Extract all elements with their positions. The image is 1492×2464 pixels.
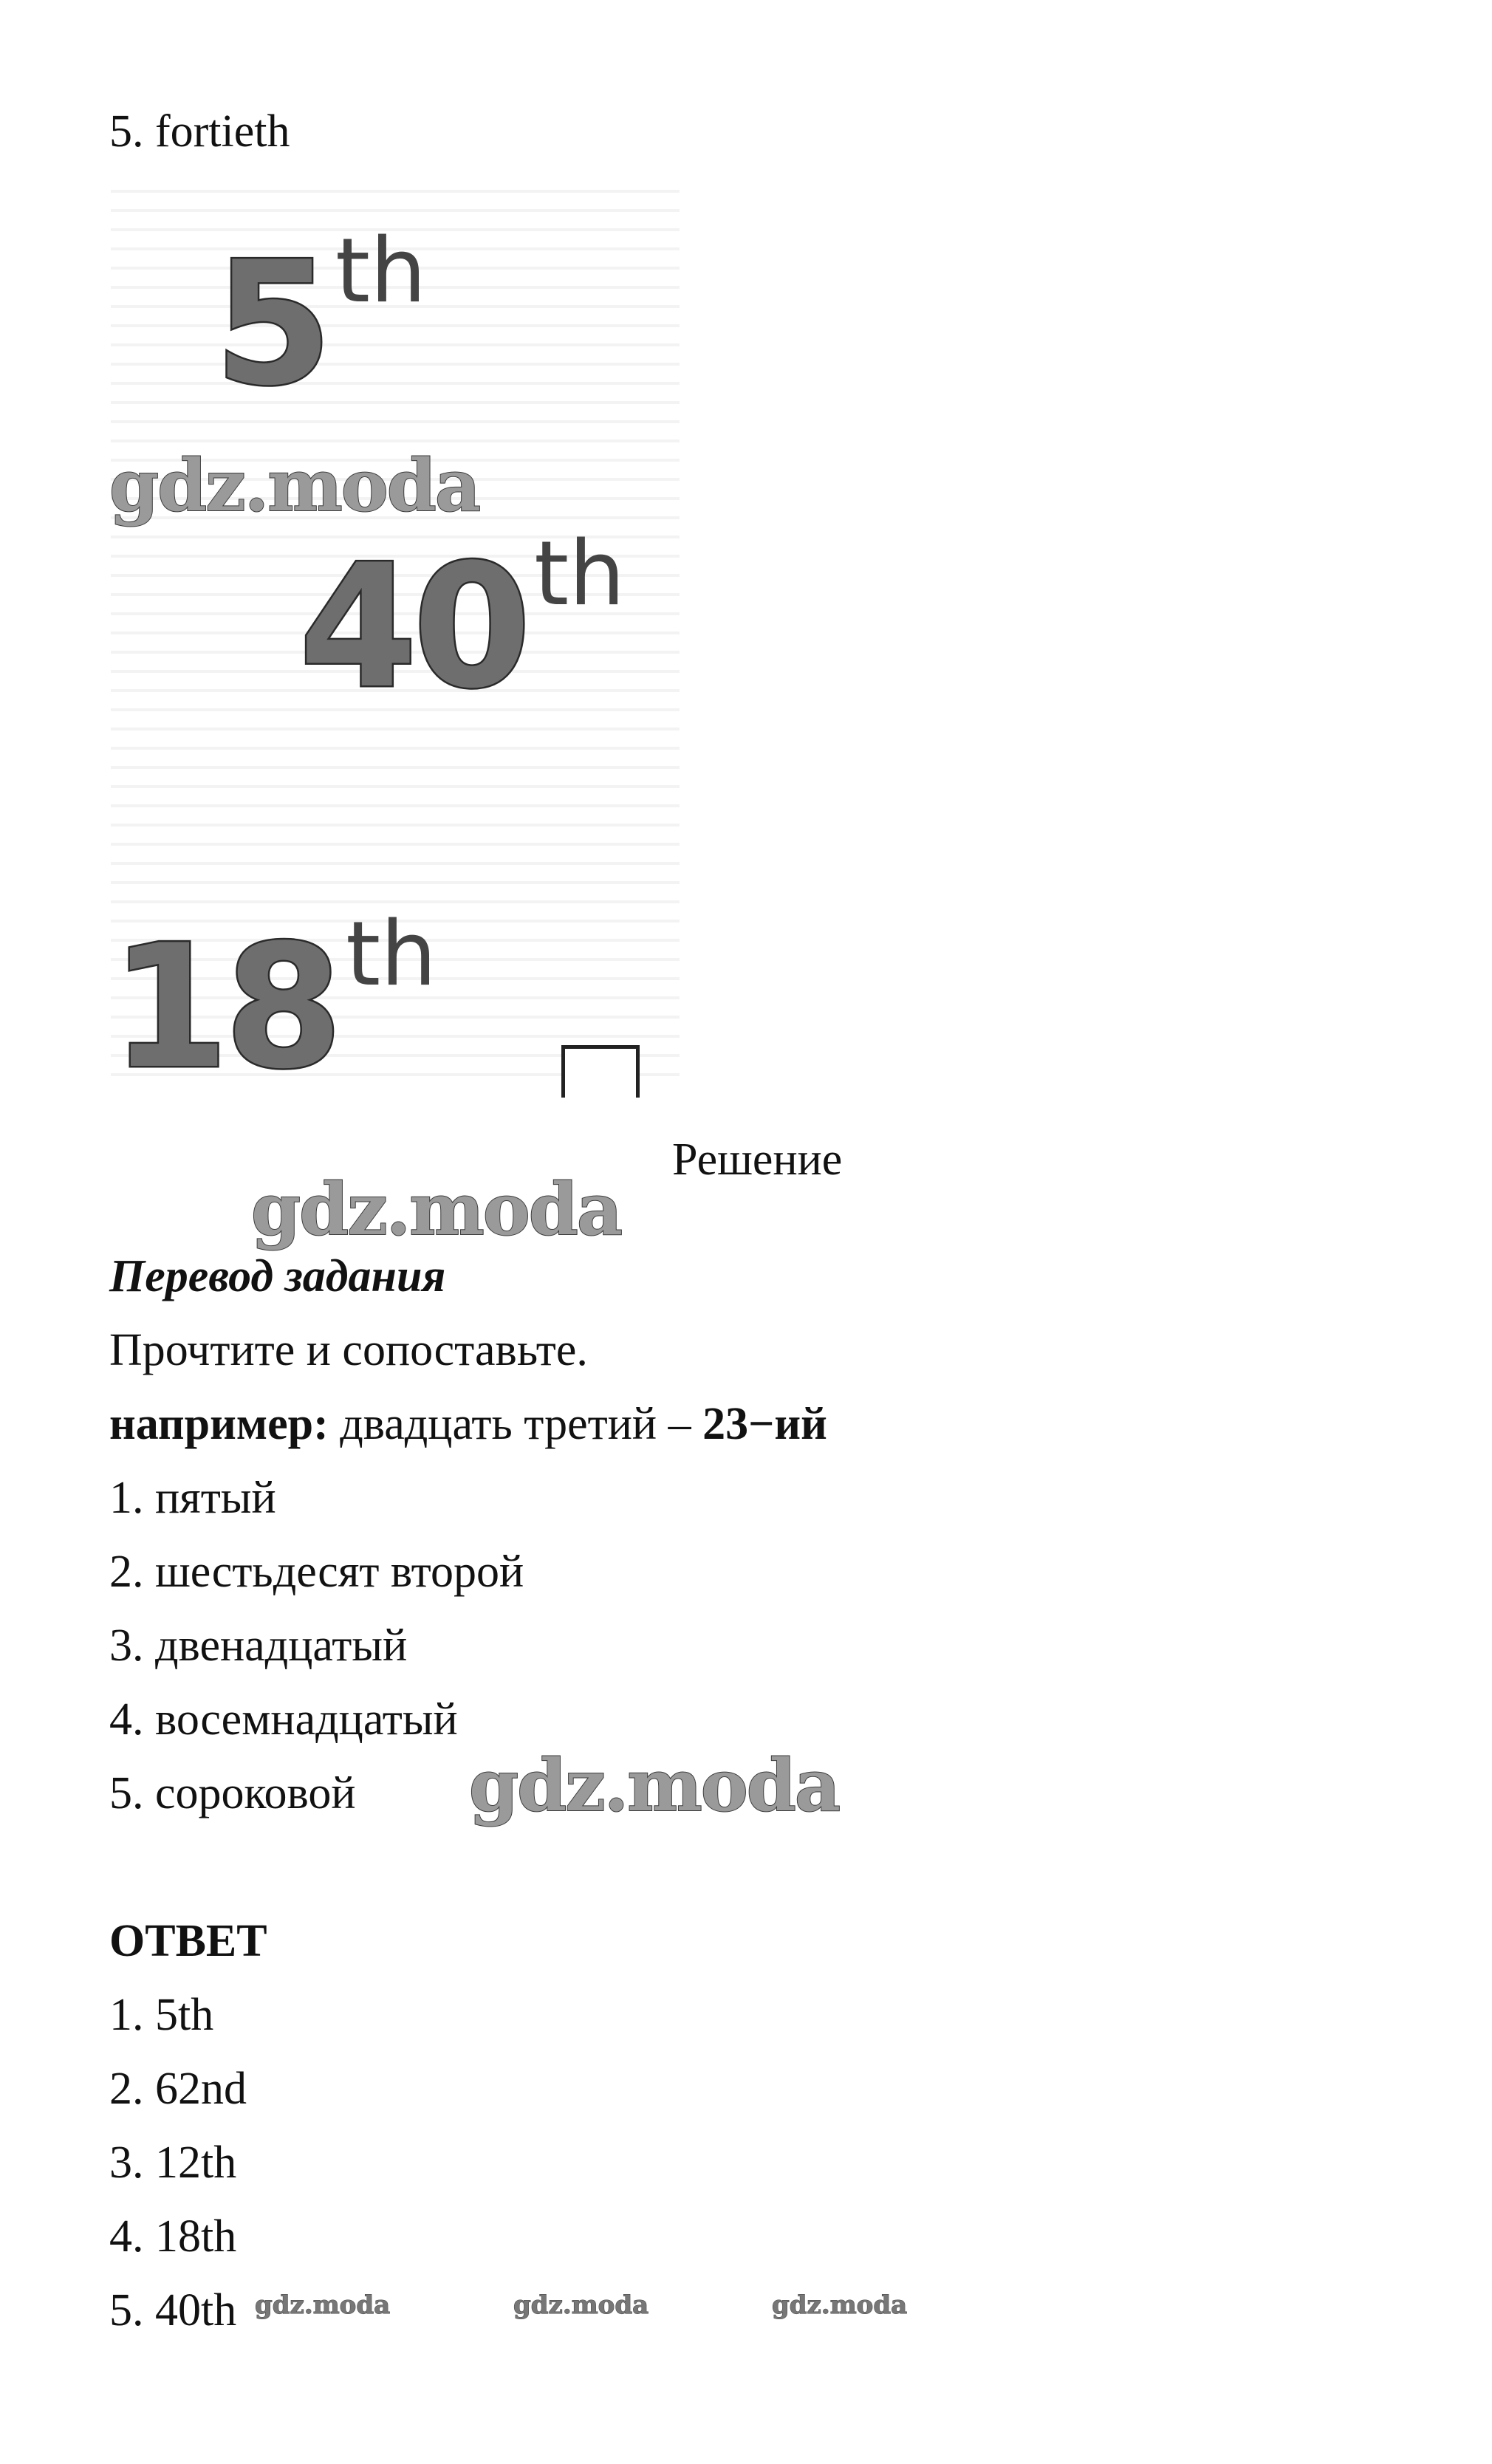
watermark: gdz.moda xyxy=(255,2290,391,2320)
answer-title: ОТВЕТ xyxy=(109,1916,267,1966)
watermark: gdz.moda xyxy=(251,1168,622,1251)
ordinal-card: 18th xyxy=(111,903,437,1106)
answer-item: 2. 62nd xyxy=(109,2064,247,2114)
instruction-text: Прочтите и сопоставьте. xyxy=(109,1325,588,1375)
solution-heading: Решение xyxy=(672,1135,843,1185)
answer-item: 3. 12th xyxy=(109,2138,237,2188)
example-text: двадцать третий – xyxy=(328,1399,703,1449)
answer-item: 1. 5th xyxy=(109,1990,214,2040)
example-answer: 23−ий xyxy=(702,1399,827,1449)
task-option-5: 5. fortieth xyxy=(109,106,290,157)
translation-title: Перевод задания xyxy=(109,1251,446,1301)
ordinal-numbers-image xyxy=(111,174,680,1106)
list-item: 5. сороковой xyxy=(109,1768,356,1818)
example-line xyxy=(109,1396,827,1452)
example-label: например: xyxy=(109,1399,329,1449)
list-item: 1. пятый xyxy=(109,1473,276,1523)
watermark: gdz.moda xyxy=(109,444,480,527)
answer-item: 5. 40th xyxy=(109,2285,237,2335)
answer-item: 4. 18th xyxy=(109,2211,237,2262)
ordinal-card: 5th xyxy=(214,220,427,423)
list-item: 3. двенадцатый xyxy=(109,1621,408,1671)
watermark: gdz.moda xyxy=(513,2290,649,2320)
watermark: gdz.moda xyxy=(469,1744,840,1827)
list-item: 4. восемнадцатый xyxy=(109,1694,458,1745)
list-item: 2. шестьдесят второй xyxy=(109,1547,524,1597)
ordinal-card: 40th xyxy=(299,523,626,726)
watermark: gdz.moda xyxy=(772,2290,908,2320)
answer-box xyxy=(561,1045,640,1098)
